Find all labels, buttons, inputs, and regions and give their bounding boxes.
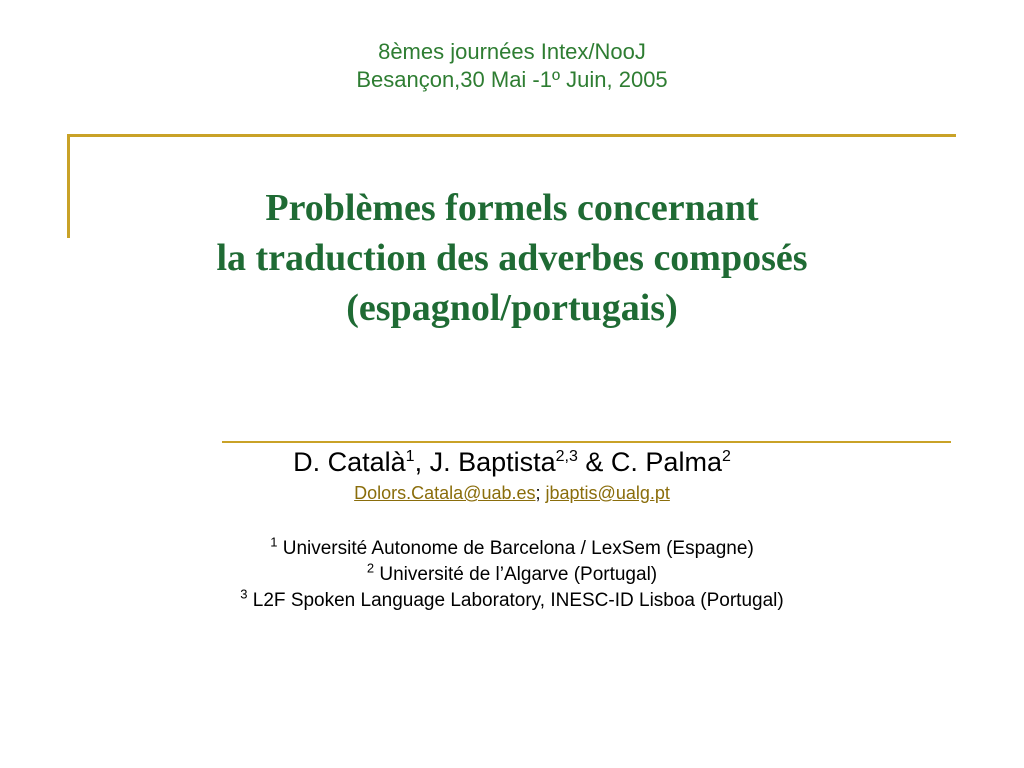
author-catala-affil: 1 <box>405 448 415 465</box>
title-line-2: la traduction des adverbes composés <box>216 237 808 279</box>
author-list <box>0 446 1024 478</box>
affiliation-text: L2F Spoken Language Laboratory, INESC-ID Lisboa (Portugal) <box>247 590 784 611</box>
author-separator: , <box>414 447 430 477</box>
email-link-baptista[interactable]: jbaptis@ualg.pt <box>545 483 670 503</box>
conference-name: 8èmes journées Intex/NooJ <box>378 39 646 64</box>
email-list <box>0 481 1024 505</box>
title-line-1: Problèmes formels concernant <box>265 187 759 229</box>
affiliation-1 <box>0 536 1024 562</box>
conference-location-date: Besançon,30 Mai -1º Juin, 2005 <box>356 67 668 92</box>
author-palma: C. Palma <box>610 447 722 477</box>
middle-rule <box>222 441 951 443</box>
top-rule <box>67 134 956 137</box>
author-catala: D. Català <box>293 447 406 477</box>
author-baptista: J. Baptista <box>429 447 556 477</box>
author-palma-affil: 2 <box>721 448 731 465</box>
affiliation-list <box>0 536 1024 614</box>
affiliation-number: 2 <box>366 560 375 576</box>
affiliation-text: Université de l’Algarve (Portugal) <box>374 564 658 585</box>
author-baptista-affil: 2,3 <box>555 448 578 465</box>
affiliation-2 <box>0 562 1024 588</box>
slide-title <box>0 183 1024 333</box>
affiliation-3 <box>0 588 1024 614</box>
title-line-3: (espagnol/portugais) <box>346 287 678 329</box>
conference-header <box>0 38 1024 94</box>
email-separator: ; <box>535 483 546 503</box>
author-separator: & <box>577 447 611 477</box>
affiliation-number: 1 <box>270 534 278 550</box>
affiliation-text: Université Autonome de Barcelona / LexSem (Espagne) <box>277 538 754 559</box>
email-link-catala[interactable]: Dolors.Catala@uab.es <box>354 483 536 503</box>
affiliation-number: 3 <box>240 586 248 602</box>
